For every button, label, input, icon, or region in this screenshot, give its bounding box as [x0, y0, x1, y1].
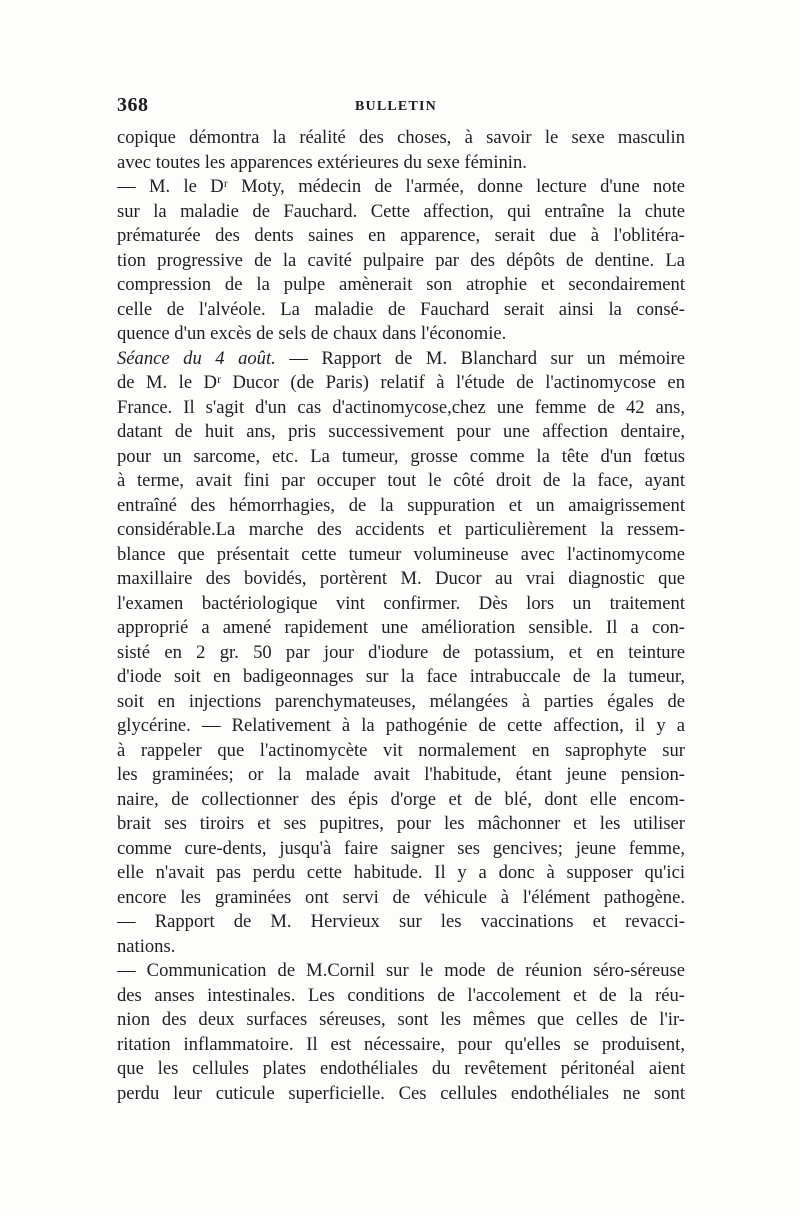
- text-line: avec toutes les apparences extérieures du sexe féminin.: [117, 151, 527, 173]
- text-line: perdu leur cuticule superficielle. Ces cellules endothéliales ne sont: [117, 1082, 685, 1104]
- text-line: considérable.La marche des accidents et particulièrement la ressem-: [117, 519, 685, 540]
- text-line: tion progressive de la cavité pulpaire par des dépôts de dentine. La: [117, 249, 685, 271]
- text-line: à rappeler que l'actinomycète vit normalement en saprophyte sur: [117, 739, 685, 761]
- text-line: sisté en 2 gr. 50 par jour d'iodure de potassium, et en teinture: [117, 641, 685, 663]
- text-line: elle n'avait pas perdu cette habitude. Il y a donc à supposer qu'ici: [117, 862, 685, 883]
- text-line: de M. le Dʳ Ducor (de Paris) relatif à l'étude de l'actinomycose en: [117, 372, 685, 393]
- text-line: l'examen bactériologique vint confirmer. Dès lors un traitement: [117, 592, 685, 614]
- body-text: [117, 126, 685, 1106]
- text-line: les graminées; or la malade avait l'habitude, étant jeune pension-: [117, 764, 685, 785]
- text-line: glycérine. — Relativement à la pathogénie de cette affection, il y a: [117, 715, 685, 736]
- text-line: brait ses tiroirs et ses pupitres, pour les mâchonner et les utiliser: [117, 813, 685, 834]
- text-line: France. Il s'agit d'un cas d'actinomycose,chez une femme de 42 ans,: [117, 396, 685, 418]
- text-line: soit en injections parenchymateuses, mélangées à parties égales de: [117, 690, 685, 712]
- text-line: — Communication de M.Cornil sur le mode de réunion séro-séreuse: [117, 960, 685, 981]
- text-line: nations.: [117, 935, 176, 957]
- text-line: pour un sarcome, etc. La tumeur, grosse comme la tête d'un fœtus: [117, 445, 685, 467]
- text-line: que les cellules plates endothéliales du revêtement péritonéal aient: [117, 1058, 685, 1079]
- text-line: compression de la pulpe amènerait son atrophie et secondairement: [117, 274, 685, 295]
- page-header: [117, 94, 685, 124]
- text-line: approprié a amené rapidement une amélioration sensible. Il a con-: [117, 617, 685, 638]
- page-number: 368: [117, 94, 149, 116]
- text-line: quence d'un excès de sels de chaux dans l'économie.: [117, 323, 507, 344]
- text-line: maxillaire des bovidés, portèrent M. Ducor au vrai diagnostic que: [117, 568, 685, 589]
- text-line: — Rapport de M. Hervieux sur les vaccinations et revacci-: [117, 911, 685, 932]
- text-line: sur la maladie de Fauchard. Cette affection, qui entraîne la chute: [117, 200, 685, 222]
- text-line: nion des deux surfaces séreuses, sont les mêmes que celles de l'ir-: [117, 1009, 685, 1030]
- text-line: d'iode soit en badigeonnages sur la face intrabuccale de la tumeur,: [117, 666, 685, 687]
- text-line: à terme, avait fini par occuper tout le côté droit de la face, ayant: [117, 470, 685, 491]
- text-line: encore les graminées ont servi de véhicule à l'élément pathogène.: [117, 886, 685, 908]
- text-line: copique démontra la réalité des choses, à savoir le sexe masculin: [117, 127, 685, 148]
- text-line: prématurée des dents saines en apparence, serait due à l'oblitéra-: [117, 225, 685, 246]
- text-line: — M. le Dʳ Moty, médecin de l'armée, donne lecture d'une note: [117, 176, 685, 197]
- text-line: comme cure-dents, jusqu'à faire saigner ses gencives; jeune femme,: [117, 837, 685, 859]
- text-line: celle de l'alvéole. La maladie de Fauchard serait ainsi la consé-: [117, 298, 685, 320]
- text-line: blance que présentait cette tumeur volumineuse avec l'actinomycome: [117, 543, 685, 565]
- text-line: entraîné des hémorrhagies, de la suppuration et un amaigrissement: [117, 494, 685, 516]
- text-line: Séance du 4 août. — Rapport de M. Blanchard sur un mémoire: [117, 347, 685, 369]
- text-line: ritation inflammatoire. Il est nécessaire, pour qu'elles se produisent,: [117, 1033, 685, 1055]
- text-line: naire, de collectionner des épis d'orge et de blé, dont elle encom-: [117, 788, 685, 810]
- text-line: datant de huit ans, pris successivement pour une affection dentaire,: [117, 421, 685, 442]
- text-line: des anses intestinales. Les conditions de l'accolement et de la réu-: [117, 984, 685, 1006]
- running-head: BULLETIN: [355, 99, 437, 114]
